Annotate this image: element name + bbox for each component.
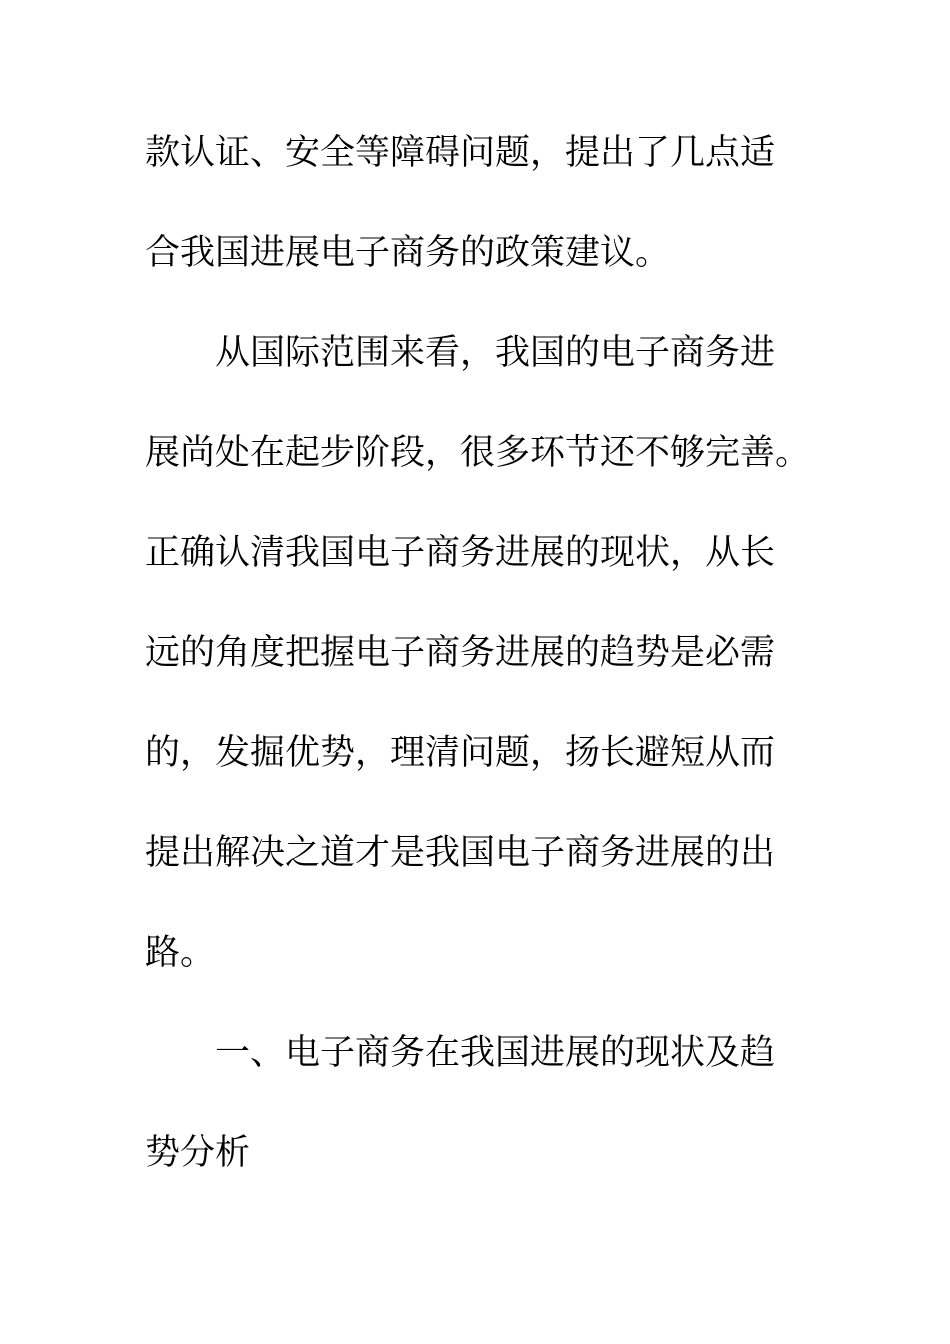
paragraph-1-line-2: 合我国进展电子商务的政策建议。 <box>145 233 671 273</box>
paragraph-2-line-2: 展尚处在起步阶段，很多环节还不够完善。 <box>145 433 811 473</box>
section-heading-line-1: 一、电子商务在我国进展的现状及趋 <box>215 1033 776 1073</box>
paragraph-2-line-7: 路。 <box>145 933 216 973</box>
paragraph-2-line-4: 远的角度把握电子商务进展的趋势是必需 <box>145 633 776 673</box>
paragraph-2-line-6: 提出解决之道才是我国电子商务进展的出 <box>145 833 776 873</box>
paragraph-2-line-5: 的，发掘优势，理清问题，扬长避短从而 <box>145 733 776 773</box>
paragraph-2-line-3: 正确认清我国电子商务进展的现状，从长 <box>145 533 776 573</box>
paragraph-2-line-1: 从国际范围来看，我国的电子商务进 <box>215 333 776 373</box>
section-heading-line-2: 势分析 <box>145 1133 251 1173</box>
paragraph-1-line-1: 款认证、安全等障碍问题，提出了几点适 <box>145 133 776 173</box>
